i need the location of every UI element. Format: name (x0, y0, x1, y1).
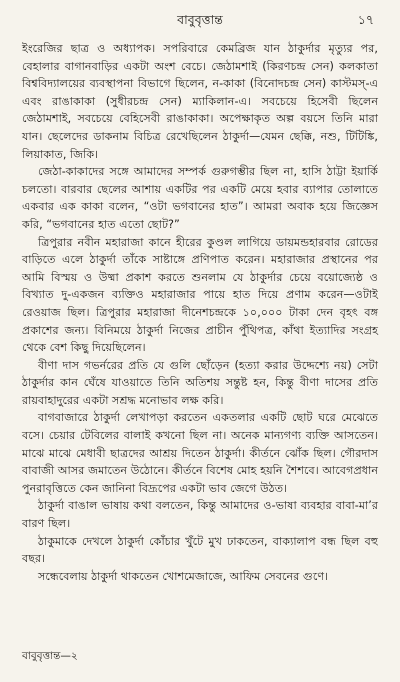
paragraph: বীণা দাস গভর্নরের প্রতি যে গুলি ছোঁড়েন (হত্যা করার উদ্দেশ্যে নয়) সেটা ঠাকুর্দার কান ঘেঁষে যাওয়াতে তিনি অতিশয় সন্তুষ্ট হন, কিন্তু বীণা দাসের প্রতি রায়বাহাদুরের একটা সশ্রদ্ধ মনোভাব লক্ষ করি। (22, 358, 378, 407)
paragraph: সন্ধেবেলায় ঠাকুর্দা থাকতেন খোশমেজাজে, আফিম সেবনের গুণে। (38, 569, 329, 583)
footer-signature: বাবুবৃত্তান্ত—২ (22, 650, 78, 662)
paragraph: বাগবাজারে ঠাকুর্দা লেখাপড়া করতেন একতলার একটি ছোট ঘরে মেঝেতে বসে। চেয়ার টেবিলের বালাই কখনো ছিল না। অনেক মান্যগণ্য ব্যক্তি আসতেন। মাঝে মাঝে মেধাবী ছাত্রদের আশ্রয় দিতেন ঠাকুর্দা। কীর্তনে ঝোঁক ছিল। গৌরদাস বাবাজী আসর জমাতেন উঠোনে। কীর্তনে বিশেষ মোহ হয়নি শৈশবে। আবেগপ্রধান পুনরাবৃত্তিতে কেন জানিনা বিদ্রূপের একটা ভাব জেগে উঠত। (22, 411, 378, 495)
paragraph: জেঠা-কাকাদের সঙ্গে আমাদের সম্পর্ক গুরুগম্ভীর ছিল না, হাসি ঠাট্টা ইয়ার্কি চলতো। বারবার ছেলের আশায় একটির পর একটি মেয়ে হবার ব্যাপার তোলাতে একবার এক কাকা বলেন, “ওটা ভগবানের হাত”। আমরা অবাক হয়ে জিজ্ঞেস করি, “ভগবানের হাত এতো ছোট?” (22, 165, 378, 231)
paragraph: ঠাকুমাকে দেখলে ঠাকুর্দা কোঁচার খুঁটে মুখ ঢাকতেন, বাক্যালাপ বন্ধ ছিল বহু বছর। (22, 534, 378, 566)
running-title: বাবুবৃত্তান্ত (177, 12, 223, 27)
paragraph: ইংরেজির ছাত্র ও অধ্যাপক। সপরিবারে কেমব্রিজ যান ঠাকুর্দার মৃত্যুর পর, বেহালার বাগানবাড়ির একটা অংশ বেচে। জেঠামশাই (কিরণচন্দ্র সেন) কলকাতা বিশ্ববিদ্যালয়ের ব্যবস্থাপনা বিভাগে ছিলেন, ন-কাকা (বিনোদচন্দ্র সেন) কাস্টমস্-এ এবং রাঙাকাকা (সুধীরচন্দ্র সেন) ম্যাকিলান-এ। সবচেয়ে হিসেবী ছিলেন জেঠামশাই, সবচেয়ে বেহিসেবী রাঙাকাকা। অপেক্ষাকৃত অল্প বয়সে তিনি মারা যান। ছেলেদের ডাকনাম বিচিত্র রেখেছিলেন ঠাকুর্দা—যেমন ছেক্কি, নশু, টিটিঙ্কি, লিয়াকাত, জিকি। (22, 42, 378, 161)
body-text (22, 40, 378, 585)
paragraph: ত্রিপুরার নবীন মহারাজা কানে হীরের কুণ্ডল লাগিয়ে ডায়মন্ডহারবার রোডের বাড়িতে এলে ঠাকুর্দা তাঁকে সাষ্টাঙ্গে প্রণিপাত করেন। মহারাজার প্রস্থানের পর আমি বিস্ময় ও উষ্মা প্রকাশ করতে শুনলাম যে ঠাকুর্দার চেয়ে বয়োজ্যেষ্ঠ ও বিখ্যাত দু-একজন ব্যক্তিও মহারাজার পায়ে হাত দিয়ে প্রণাম করেন—ওটাই রেওয়াজ ছিল। ত্রিপুরার মহারাজা দীনেশচন্দ্রকে ১০,০০০ টাকা দেন বৃহৎ বঙ্গ প্রকাশের জন্য। বিনিময়ে ঠাকুর্দা নিজের প্রাচীন পুঁথিপত্র, কাঁথা ইত্যাদির সংগ্রহ থেকে বেশ কিছু দিয়েছিলেন। (22, 235, 378, 355)
page-header (22, 12, 378, 34)
page-number: ১৭ (357, 12, 374, 27)
paragraph: ঠাকুর্দা বাঙাল ভাষায় কথা বলতেন, কিন্তু আমাদের ও-ভাষা ব্যবহার বাবা-মা’র বারণ ছিল। (22, 499, 378, 531)
